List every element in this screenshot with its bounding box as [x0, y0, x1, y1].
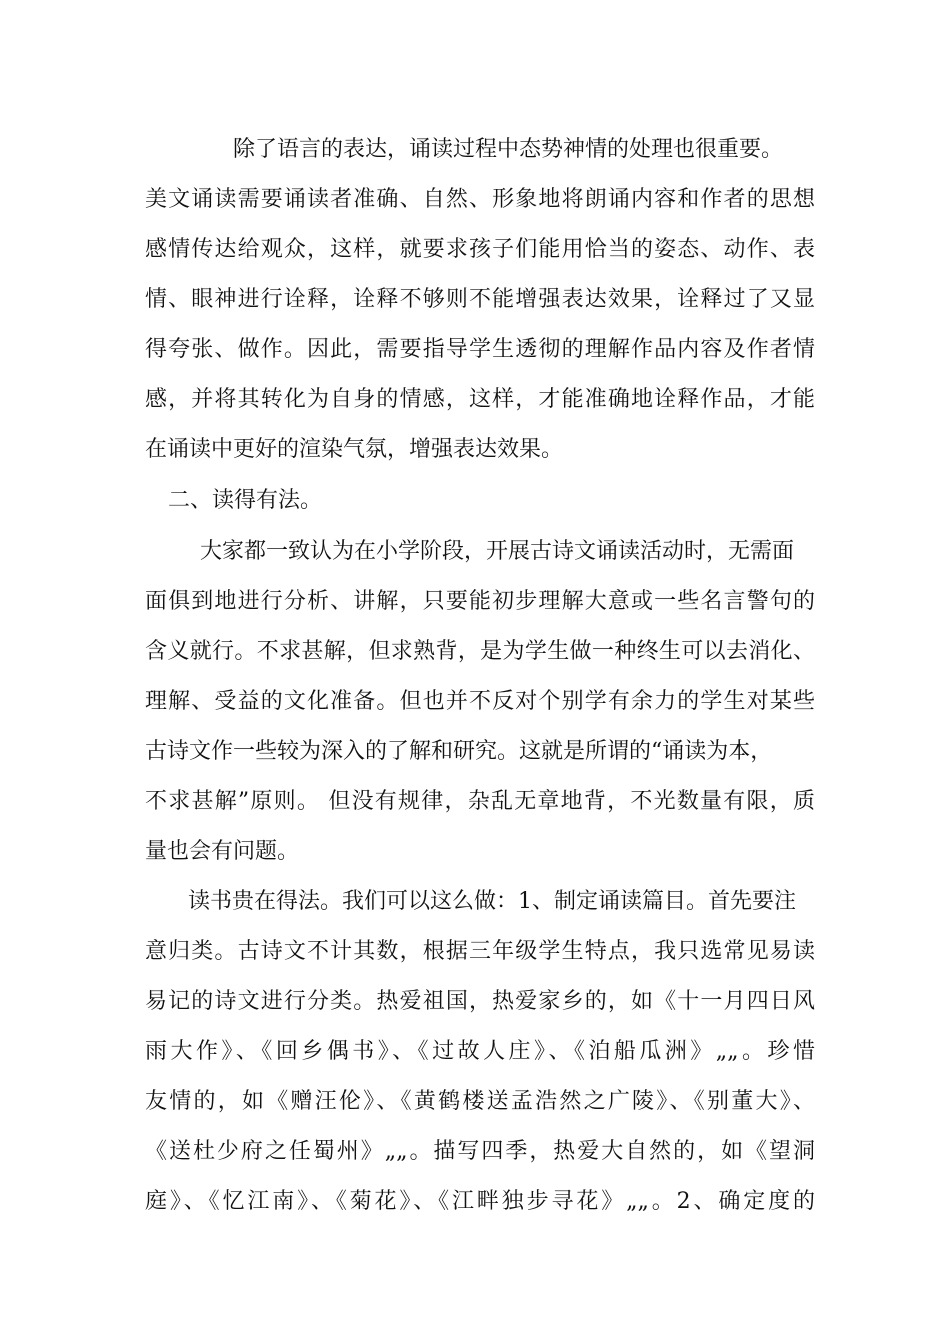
section-heading: 二、读得有法。: [168, 488, 323, 513]
paragraph-3-line-2: 意归类。古诗文不计其数，根据三年级学生特点，我只选常见易读: [145, 939, 815, 964]
paragraph-3-line-1: 读书贵在得法。我们可以这么做：1、制定诵读篇目。首先要注: [188, 889, 796, 914]
paragraph-3-line-7: 庭》、《忆江南》、《菊花》、《江畔独步寻花》„„。2、确定度的: [145, 1189, 815, 1214]
paragraph-2-line-3: 含义就行。不求甚解，但求熟背，是为学生做一种终生可以去消化、: [145, 639, 815, 664]
paragraph-2-line-7: 量也会有问题。: [145, 839, 300, 864]
paragraph-1-line-6: 感，并将其转化为自身的情感，这样，才能准确地诠释作品，才能: [145, 387, 815, 412]
paragraph-2-line-4: 理解、受益的文化准备。但也并不反对个别学有余力的学生对某些: [145, 689, 815, 714]
paragraph-3-line-3: 易记的诗文进行分类。热爱祖国，热爱家乡的，如《十一月四日风: [145, 989, 815, 1014]
paragraph-2-line-5: 古诗文作一些较为深入的了解和研究。这就是所谓的“诵读为本，: [145, 739, 773, 764]
paragraph-1-line-1: 除了语言的表达，诵读过程中态势神情的处理也很重要。: [233, 137, 784, 162]
paragraph-1-line-2: 美文诵读需要诵读者准确、自然、形象地将朗诵内容和作者的思想: [145, 187, 815, 212]
paragraph-3-line-5: 友情的，如《赠汪伦》、《黄鹤楼送孟浩然之广陵》、《别董大》、: [145, 1089, 815, 1114]
paragraph-1-line-5: 得夸张、做作。因此，需要指导学生透彻的理解作品内容及作者情: [145, 337, 815, 362]
paragraph-1-line-7: 在诵读中更好的渲染气氛，增强表达效果。: [145, 437, 564, 462]
paragraph-3-line-4: 雨大作》、《回乡偶书》、《过故人庄》、《泊船瓜洲》„„。珍惜: [145, 1039, 815, 1064]
paragraph-1-line-4: 情、眼神进行诠释，诠释不够则不能增强表达效果，诠释过了又显: [145, 287, 815, 312]
paragraph-2-line-6: 不求甚解”原则。 但没有规律，杂乱无章地背，不光数量有限，质: [145, 789, 815, 814]
paragraph-1-line-3: 感情传达给观众，这样，就要求孩子们能用恰当的姿态、动作、表: [145, 237, 815, 262]
paragraph-2-line-1: 大家都一致认为在小学阶段，开展古诗文诵读活动时，无需面: [200, 539, 795, 564]
paragraph-2-line-2: 面俱到地进行分析、讲解，只要能初步理解大意或一些名言警句的: [145, 589, 815, 614]
paragraph-3-line-6: 《送杜少府之任蜀州》„„。描写四季，热爱大自然的，如《望洞: [145, 1139, 815, 1164]
